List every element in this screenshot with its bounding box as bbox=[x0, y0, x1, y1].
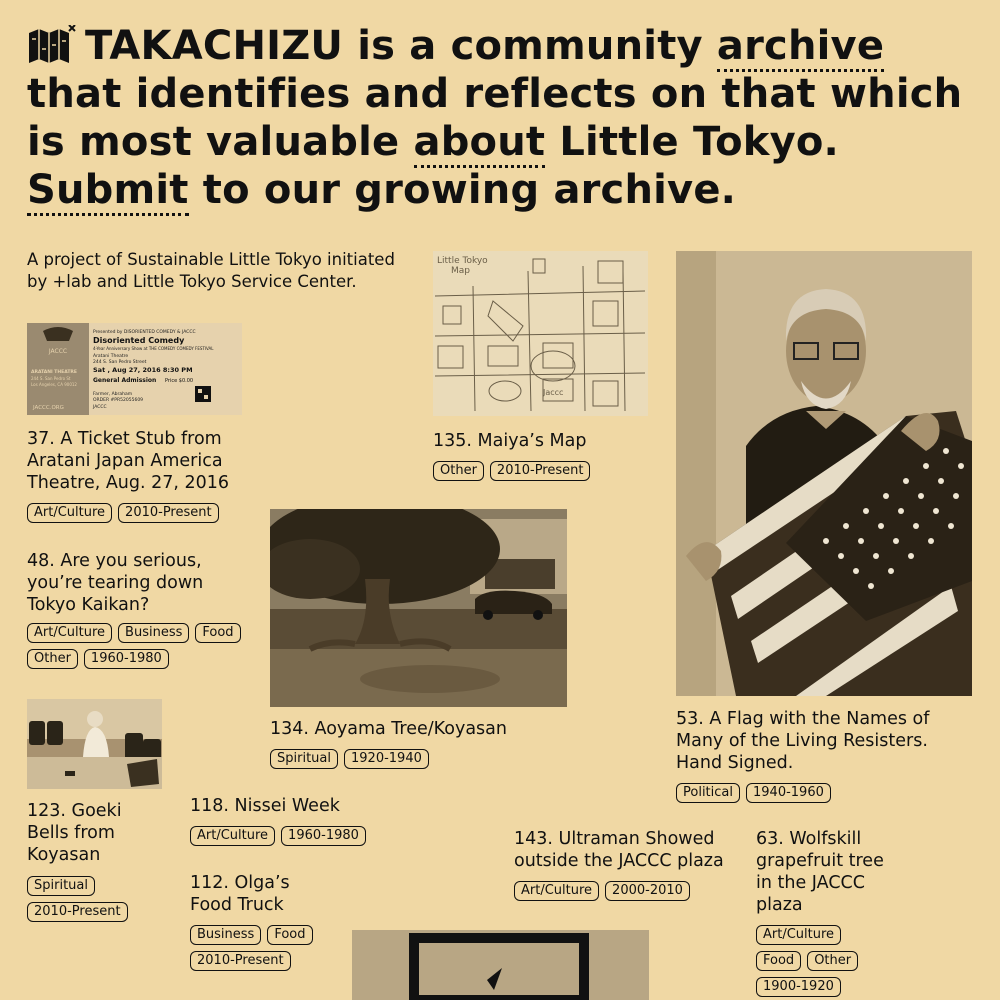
site-headline: TAKACHIZU is a community archive that identifies and reflects on that which is most valuable about Little Tokyo. Submit to our growing archive. bbox=[27, 22, 987, 214]
svg-text:Presented by DISORIENTED COMED: Presented by DISORIENTED COMEDY & JACCC bbox=[93, 330, 196, 335]
item-tags-143 bbox=[514, 881, 744, 901]
svg-text:Jaccc: Jaccc bbox=[543, 388, 564, 397]
svg-text:Little Tokyo: Little Tokyo bbox=[437, 256, 488, 266]
archive-link[interactable]: archive bbox=[717, 23, 884, 72]
submit-link[interactable]: Submit bbox=[27, 167, 189, 216]
svg-text:Price $0.00: Price $0.00 bbox=[165, 378, 194, 384]
tag[interactable]: Art/Culture bbox=[27, 623, 112, 643]
tag[interactable]: 1900-1920 bbox=[756, 977, 841, 997]
tag[interactable]: Business bbox=[118, 623, 189, 643]
item-title-37[interactable]: 37. A Ticket Stub from Aratani Japan America Theatre, Aug. 27, 2016 bbox=[27, 429, 230, 493]
svg-text:244 S. San Pedro St: 244 S. San Pedro St bbox=[31, 376, 71, 381]
item-title-48[interactable]: 48. Are you serious, you’re tearing down Tokyo Kaikan? bbox=[27, 551, 204, 615]
item-title-118[interactable]: 118. Nissei Week bbox=[190, 796, 340, 816]
tag[interactable]: Other bbox=[433, 461, 484, 481]
svg-text:JACCC.ORG: JACCC.ORG bbox=[33, 405, 64, 411]
item-tags-37 bbox=[27, 503, 257, 523]
item-tags-48 bbox=[27, 623, 257, 669]
map-logo-icon[interactable] bbox=[27, 25, 77, 65]
tag[interactable]: Food bbox=[267, 925, 312, 945]
item-title-135[interactable]: 135. Maiya’s Map bbox=[433, 431, 587, 451]
tag[interactable]: Other bbox=[807, 951, 858, 971]
item-title-112[interactable]: 112. Olga’s Food Truck bbox=[190, 873, 290, 915]
about-link[interactable]: about bbox=[414, 119, 546, 168]
svg-text:Map: Map bbox=[451, 266, 470, 276]
brand-name[interactable]: TAKACHIZU bbox=[85, 23, 344, 69]
item-title-143[interactable]: 143. Ultraman Showed outside the JACCC plaza bbox=[514, 829, 724, 871]
tag[interactable]: 1920-1940 bbox=[344, 749, 429, 769]
tag[interactable]: 2000-2010 bbox=[605, 881, 690, 901]
item-title-134[interactable]: 134. Aoyama Tree/Koyasan bbox=[270, 719, 507, 739]
tag[interactable]: Political bbox=[676, 783, 740, 803]
item-title-123[interactable]: 123. Goeki Bells from Koyasan bbox=[27, 801, 122, 865]
project-intro: A project of Sustainable Little Tokyo initiated by +lab and Little Tokyo Service Center. bbox=[27, 250, 395, 291]
tag[interactable]: 2010-Present bbox=[118, 503, 219, 523]
tag[interactable]: Art/Culture bbox=[514, 881, 599, 901]
svg-text:ARATANI THEATRE: ARATANI THEATRE bbox=[31, 370, 77, 375]
tag[interactable]: 2010-Present bbox=[190, 951, 291, 971]
item-tags-134 bbox=[270, 749, 567, 769]
item-tags-118 bbox=[190, 826, 390, 846]
tag[interactable]: 1960-1980 bbox=[281, 826, 366, 846]
item-tags-123 bbox=[27, 876, 157, 922]
svg-text:ORDER #PR52055609: ORDER #PR52055609 bbox=[93, 398, 144, 403]
tag[interactable]: Spiritual bbox=[27, 876, 95, 896]
svg-text:244 S. San Pedro Street: 244 S. San Pedro Street bbox=[93, 360, 147, 365]
item-tags-53 bbox=[676, 783, 976, 803]
item-title-53[interactable]: 53. A Flag with the Names of Many of the Living Resisters. Hand Signed. bbox=[676, 709, 930, 773]
aoyama-tree-image[interactable] bbox=[270, 509, 567, 707]
tag[interactable]: Art/Culture bbox=[27, 503, 112, 523]
tag[interactable]: Food bbox=[756, 951, 801, 971]
tag[interactable]: Food bbox=[195, 623, 240, 643]
ultraman-image[interactable] bbox=[352, 930, 649, 1000]
tag[interactable]: Art/Culture bbox=[190, 826, 275, 846]
tag[interactable]: Spiritual bbox=[270, 749, 338, 769]
tag[interactable]: Other bbox=[27, 649, 78, 669]
tag[interactable]: 2010-Present bbox=[27, 902, 128, 922]
svg-text:Los Angeles, CA 90012: Los Angeles, CA 90012 bbox=[31, 382, 77, 387]
svg-text:Aratani Theatre: Aratani Theatre bbox=[93, 354, 129, 359]
item-title-63[interactable]: 63. Wolfskill grapefruit tree in the JACCC plaza bbox=[756, 829, 884, 915]
flag-image[interactable] bbox=[676, 251, 972, 696]
tag[interactable]: 2010-Present bbox=[490, 461, 591, 481]
svg-text:JACCC: JACCC bbox=[93, 405, 107, 410]
item-tags-135 bbox=[433, 461, 648, 481]
svg-text:General Admission: General Admission bbox=[93, 377, 157, 384]
tag[interactable]: Art/Culture bbox=[756, 925, 841, 945]
svg-text:Sat , Aug 27, 2016 8:30 PM: Sat , Aug 27, 2016 8:30 PM bbox=[93, 366, 193, 374]
goeki-bells-image[interactable] bbox=[27, 699, 162, 789]
ticket-stub-image[interactable] bbox=[27, 323, 242, 415]
svg-text:Disoriented Comedy: Disoriented Comedy bbox=[93, 336, 185, 345]
svg-text:JACCC: JACCC bbox=[48, 348, 68, 355]
tag[interactable]: 1960-1980 bbox=[84, 649, 169, 669]
maiya-map-image[interactable] bbox=[433, 251, 648, 416]
svg-text:4-Year Anniversary Show at THE: 4-Year Anniversary Show at THE COMEDY COMEDY FESTIVAL bbox=[93, 346, 214, 351]
tag[interactable]: 1940-1960 bbox=[746, 783, 831, 803]
tag[interactable]: Business bbox=[190, 925, 261, 945]
item-tags-63 bbox=[756, 925, 876, 997]
svg-text:Farmer, Abraham: Farmer, Abraham bbox=[93, 392, 133, 397]
item-tags-112 bbox=[190, 925, 330, 971]
